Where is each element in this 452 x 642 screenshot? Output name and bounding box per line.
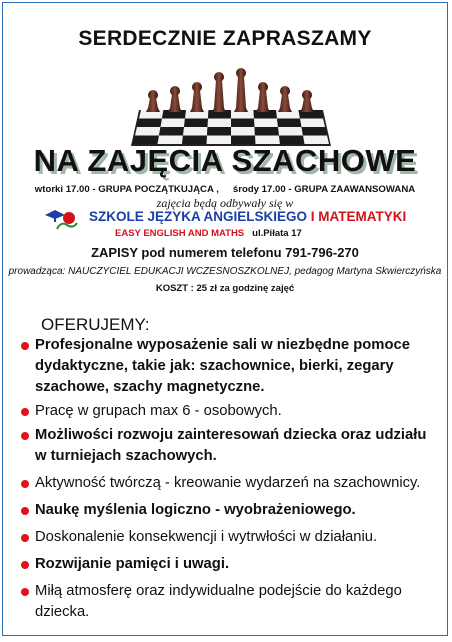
offer-text: Możliwości rozwoju zainteresowań dziecka oraz udziału w turniejach szachowych. — [35, 427, 427, 464]
flyer-page — [2, 2, 448, 636]
board-square — [159, 127, 184, 136]
chess-piece-icon — [234, 68, 248, 112]
offer-item — [21, 554, 441, 575]
offer-text: Miłą atmosferę oraz indywidualne podejście do każdego dziecka. — [35, 583, 402, 620]
school-brand: EASY ENGLISH AND MATHS — [115, 228, 245, 239]
price-line: KOSZT : 25 zł za godzinę zajęć — [155, 283, 295, 294]
board-square — [255, 127, 280, 136]
bullet-icon — [21, 561, 29, 569]
board-square — [277, 119, 302, 128]
board-square — [208, 119, 232, 128]
offer-text: Aktywność twórczą - kreowanie wydarzeń na szachownicy. — [35, 475, 421, 491]
instructor-line: prowadząca: NAUCZYCIEL EDUKACJI WCZESNOSZKOLNEJ, pedagog Martyna Skwierczyńska — [8, 266, 442, 277]
school-address: ul.Piłata 17 — [252, 228, 302, 239]
board-square — [254, 119, 278, 128]
bullet-icon — [21, 534, 29, 542]
offer-item — [21, 335, 441, 398]
offer-heading: OFERUJEMY: — [41, 315, 150, 334]
offer-text: Naukę myślenia logiczno - wyobrażeniowego. — [35, 502, 356, 518]
chess-piece-icon — [300, 90, 314, 112]
board-square — [278, 127, 303, 136]
schedule-advanced: środy 17.00 - GRUPA ZAAWANSOWANA — [232, 184, 416, 195]
registration-phone: ZAPISY pod numerem telefonu 791-796-270 — [91, 245, 359, 260]
board-square — [302, 127, 328, 136]
offer-item — [21, 473, 441, 494]
offer-text: Rozwijanie pamięci i uwagi. — [35, 556, 230, 572]
board-square — [135, 127, 161, 136]
bullet-icon — [21, 507, 29, 515]
offer-item — [21, 500, 441, 521]
board-square — [184, 119, 208, 128]
school-name-blue: SZKOLE JĘZYKA ANGIELSKIEGO — [89, 209, 308, 224]
offer-item — [21, 425, 441, 467]
bullet-icon — [21, 342, 29, 350]
main-title: NA ZAJĘCIA SZACHOWE — [33, 143, 417, 178]
board-square — [137, 119, 162, 128]
venue-intro: zajęcia będą odbywały się w — [156, 196, 294, 210]
offer-text: Profesjonalne wyposażenie sali w niezbędne pomoce dydaktyczne, takie jak: szachownice, bierki, zegary szachowe, szachy magnetyczne. — [35, 337, 410, 395]
board-square — [183, 127, 208, 136]
bullet-icon — [21, 588, 29, 596]
board-square — [231, 119, 255, 128]
invitation-header: SERDECZNIE ZAPRASZAMY — [78, 27, 372, 50]
board-square — [231, 127, 255, 136]
chess-piece-icon — [212, 72, 226, 112]
schedule-beginner: wtorki 17.00 - GRUPA POCZĄTKUJĄCA , — [34, 184, 219, 195]
chess-piece-icon — [146, 90, 160, 112]
chess-piece-icon — [256, 82, 270, 112]
bullet-icon — [21, 432, 29, 440]
chess-piece-icon — [278, 86, 292, 112]
chessboard-image — [131, 58, 331, 146]
offer-text: Pracę w grupach max 6 - osobowych. — [35, 403, 282, 419]
school-name — [89, 209, 406, 224]
offer-item — [21, 527, 441, 548]
offer-text: Doskonalenie konsekwencji i wytrwłości w działaniu. — [35, 529, 378, 545]
schedule-line — [3, 184, 447, 195]
offer-item — [21, 401, 441, 422]
board-square — [300, 119, 325, 128]
offer-list — [21, 335, 441, 623]
school-name-red: I MATEMATYKI — [310, 209, 407, 224]
offer-item — [21, 581, 441, 623]
board-square — [161, 119, 186, 128]
board-square — [207, 127, 231, 136]
school-brand-line — [115, 228, 302, 239]
chess-piece-icon — [168, 86, 182, 112]
chess-piece-icon — [190, 82, 204, 112]
bullet-icon — [21, 408, 29, 416]
bullet-icon — [21, 480, 29, 488]
school-logo-icon — [43, 207, 79, 231]
